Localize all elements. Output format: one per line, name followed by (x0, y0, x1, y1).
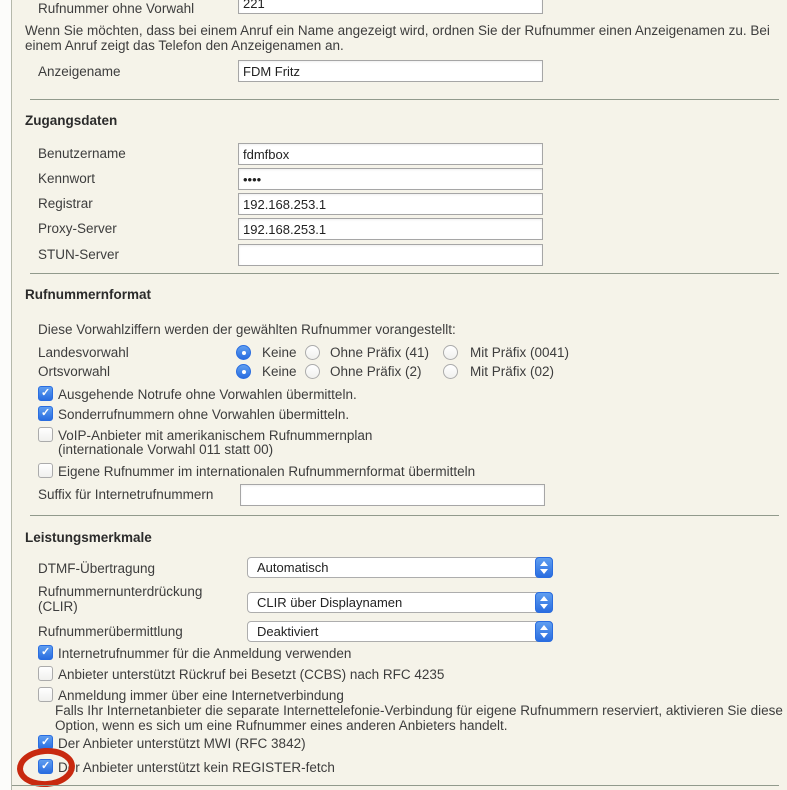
section-divider (30, 273, 779, 274)
select-stepper-icon (535, 557, 553, 578)
radio-landesvorwahl-mit-praefix-label: Mit Präfix (0041) (470, 345, 570, 360)
rufnummeruebermittlung-select-value: Deaktiviert (257, 624, 319, 639)
radio-ortsvorwahl-mit-praefix-label: Mit Präfix (02) (470, 364, 555, 379)
proxy-server-label: Proxy-Server (38, 221, 117, 236)
checkbox-anmeldung-internetverbindung[interactable] (38, 687, 53, 702)
bottom-divider (12, 785, 779, 786)
radio-ortsvorwahl-keine-label: Keine (262, 364, 297, 379)
benutzername-input[interactable] (238, 143, 543, 165)
checkbox-voip-us-rufnummernplan-label: VoIP-Anbieter mit amerikanischem Rufnummernplan (58, 428, 373, 443)
rufnummer-ohne-vorwahl-input[interactable] (238, 0, 543, 14)
dtmf-label: DTMF-Übertragung (38, 561, 156, 576)
kennwort-input[interactable] (238, 168, 543, 190)
anmeldung-note-line2: Option, wenn es sich um eine Rufnummer eines anderen Anbieters handelt. (55, 718, 508, 733)
anmeldung-note-line1: Falls Ihr Internetanbieter die separate Internettelefonie-Verbindung für eigene Rufnummern reserviert, aktivieren Sie diese (55, 703, 783, 718)
dtmf-select-value: Automatisch (257, 560, 329, 575)
benutzername-label: Benutzername (38, 146, 126, 161)
checkbox-ccbs-label: Anbieter unterstützt Rückruf bei Besetzt (CCBS) nach RFC 4235 (58, 667, 445, 682)
annotation-ellipse (16, 746, 77, 789)
zugangsdaten-heading: Zugangsdaten (25, 113, 118, 128)
suffix-input[interactable] (240, 484, 545, 506)
select-stepper-icon (535, 621, 553, 642)
radio-ortsvorwahl-ohne-praefix[interactable] (305, 364, 320, 379)
ortsvorwahl-label: Ortsvorwahl (38, 364, 111, 379)
section-divider (30, 99, 779, 100)
radio-ortsvorwahl-keine[interactable] (236, 364, 251, 379)
proxy-server-input[interactable] (238, 218, 543, 240)
registrar-label: Registrar (38, 196, 93, 211)
radio-landesvorwahl-ohne-praefix[interactable] (305, 345, 320, 360)
leistungsmerkmale-heading: Leistungsmerkmale (25, 530, 152, 545)
anzeigename-input[interactable] (238, 60, 543, 82)
checkbox-voip-us-rufnummernplan-note: (internationale Vorwahl 011 statt 00) (58, 442, 274, 457)
radio-ortsvorwahl-mit-praefix[interactable] (443, 364, 458, 379)
radio-ortsvorwahl-ohne-praefix-label: Ohne Präfix (2) (330, 364, 422, 379)
kennwort-label: Kennwort (38, 171, 96, 186)
rufnummeruebermittlung-select[interactable] (247, 621, 553, 642)
anzeigename-label: Anzeigename (38, 64, 121, 79)
checkbox-register-fetch-label: Der Anbieter unterstützt kein REGISTER-fetch (58, 760, 335, 775)
checkbox-internationales-format[interactable] (38, 463, 53, 478)
anzeigename-intro-line1: Wenn Sie möchten, dass bei einem Anruf ein Name angezeigt wird, ordnen Sie der Rufnummer einen Anzeigenamen zu. Bei (25, 23, 770, 38)
registrar-input[interactable] (238, 193, 543, 215)
checkbox-internetrufnummer-anmeldung[interactable] (38, 645, 53, 660)
section-divider (30, 515, 779, 516)
checkbox-voip-us-rufnummernplan[interactable] (38, 427, 53, 442)
rufnummeruebermittlung-label: Rufnummerübermittlung (38, 624, 183, 639)
checkbox-sonderrufnummern-label: Sonderrufnummern ohne Vorwahlen übermitteln. (58, 407, 350, 422)
checkbox-anmeldung-internetverbindung-label: Anmeldung immer über eine Internetverbindung (58, 688, 344, 703)
rufnummer-ohne-vorwahl-label: Rufnummer ohne Vorwahl (38, 1, 195, 16)
dtmf-select[interactable] (247, 557, 553, 578)
stun-server-input[interactable] (238, 244, 543, 266)
checkbox-notrufe[interactable] (38, 386, 53, 401)
checkbox-internetrufnummer-anmeldung-label: Internetrufnummer für die Anmeldung verwenden (58, 646, 352, 661)
vorwahlziffern-intro: Diese Vorwahlziffern werden der gewählten Rufnummer vorangestellt: (38, 322, 456, 337)
stun-server-label: STUN-Server (38, 247, 120, 262)
checkbox-internationales-format-label: Eigene Rufnummer im internationalen Rufnummernformat übermitteln (58, 464, 476, 479)
page-left-gutter (0, 0, 12, 790)
radio-landesvorwahl-keine-label: Keine (262, 345, 297, 360)
clir-label: Rufnummernunterdrückung (CLIR) (38, 584, 203, 614)
select-stepper-icon (535, 592, 553, 613)
suffix-label: Suffix für Internetrufnummern (38, 487, 214, 502)
clir-select-value: CLIR über Displaynamen (257, 595, 403, 610)
checkbox-mwi-label: Der Anbieter unterstützt MWI (RFC 3842) (58, 736, 306, 751)
checkbox-notrufe-label: Ausgehende Notrufe ohne Vorwahlen übermitteln. (58, 387, 357, 402)
landesvorwahl-label: Landesvorwahl (38, 345, 129, 360)
anzeigename-intro-line2: einem Anruf zeigt das Telefon den Anzeigenamen an. (25, 38, 344, 53)
clir-select[interactable] (247, 592, 553, 613)
checkbox-sonderrufnummern[interactable] (38, 406, 53, 421)
checkbox-ccbs[interactable] (38, 666, 53, 681)
radio-landesvorwahl-mit-praefix[interactable] (443, 345, 458, 360)
radio-landesvorwahl-keine[interactable] (236, 345, 251, 360)
rufnummernformat-heading: Rufnummernformat (25, 287, 152, 302)
radio-landesvorwahl-ohne-praefix-label: Ohne Präfix (41) (330, 345, 430, 360)
